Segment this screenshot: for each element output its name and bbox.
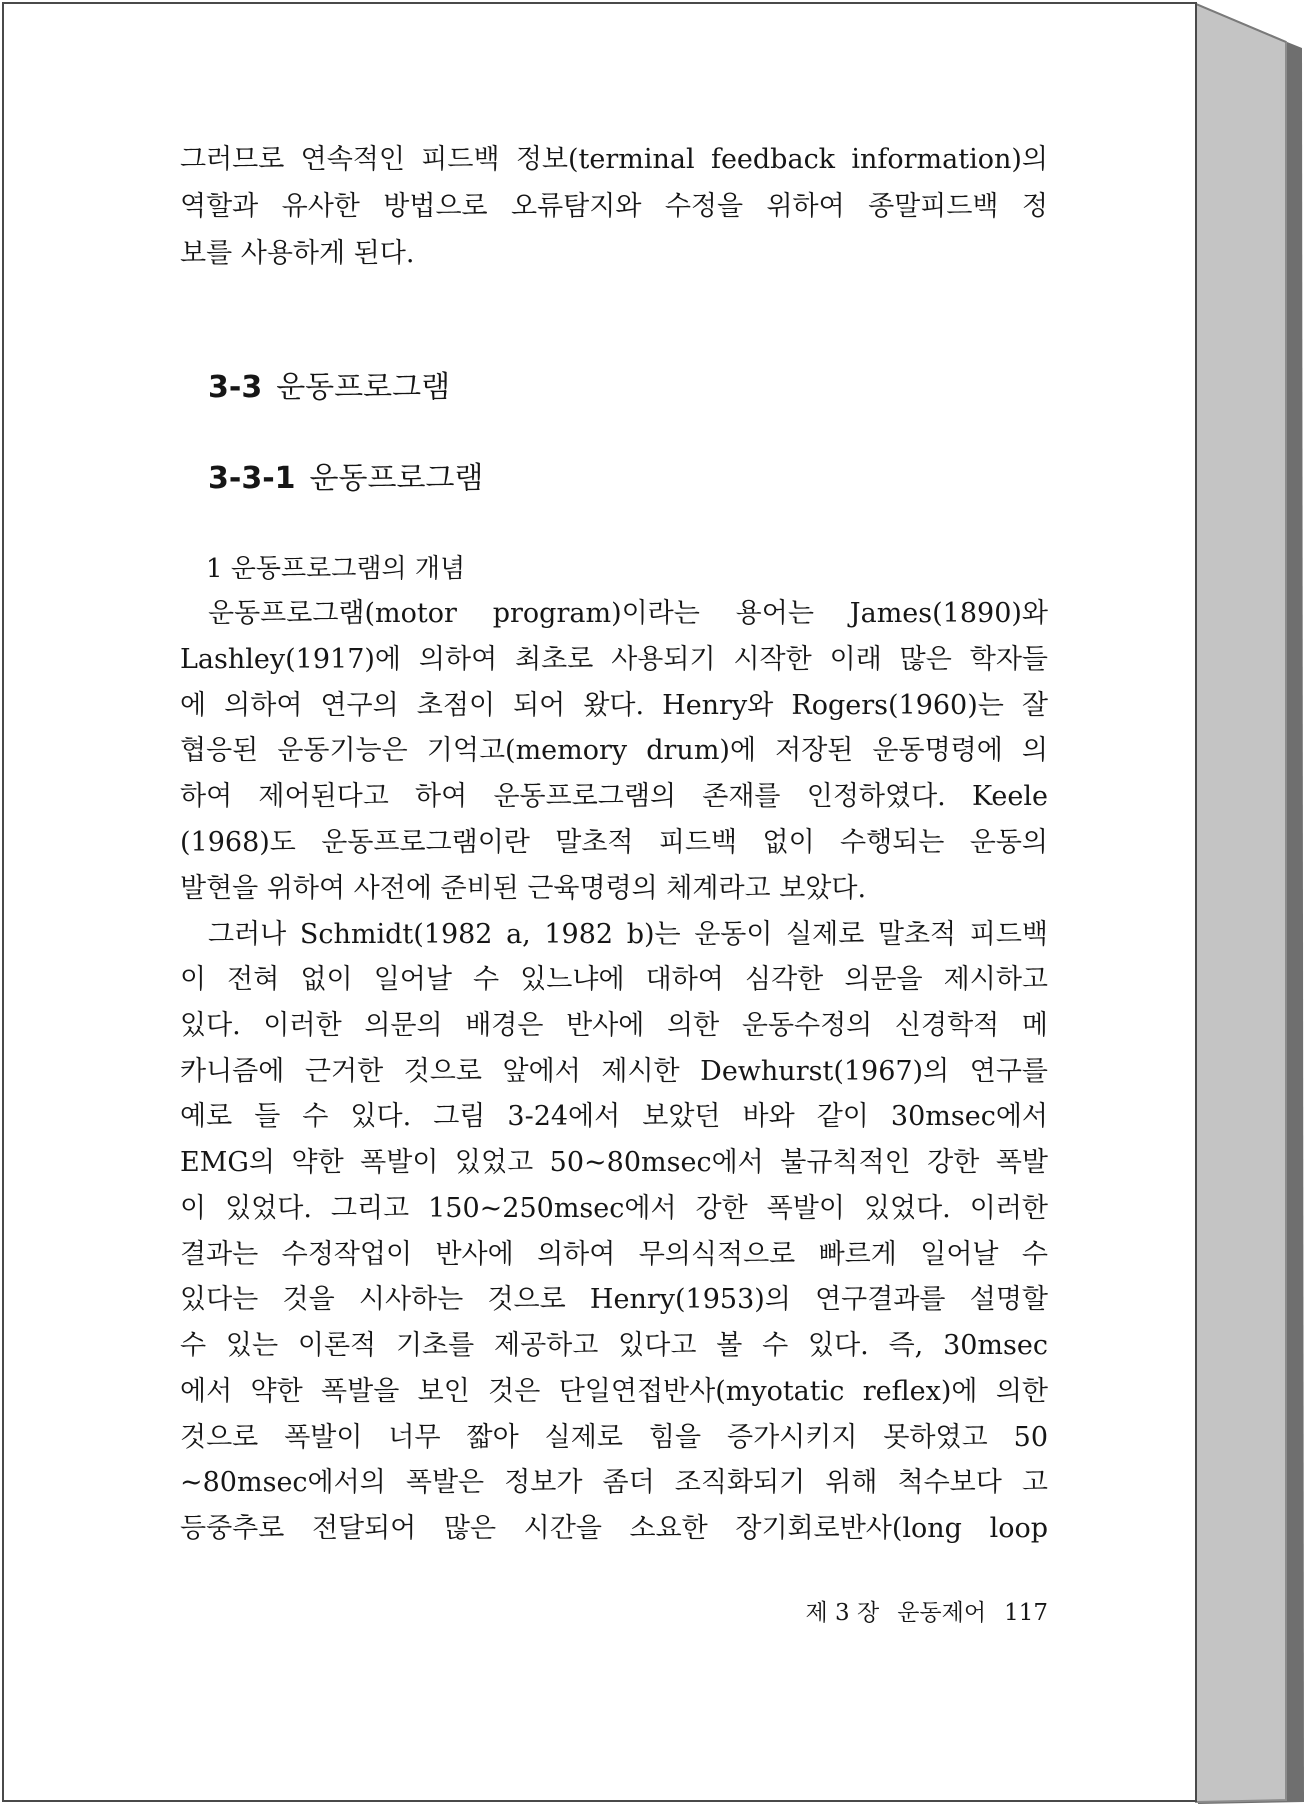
- text-line: 에 의하여 연구의 초점이 되어 왔다. Henry와 Rogers(1960)는 잘: [180, 690, 1048, 721]
- text-line: 있다는 것을 시사하는 것으로 Henry(1953)의 연구결과를 설명할: [180, 1284, 1048, 1315]
- text-line: Lashley(1917)에 의하여 최초로 사용되기 시작한 이래 많은 학자들: [180, 644, 1048, 675]
- text-line: 있다. 이러한 의문의 배경은 반사에 의한 운동수정의 신경학적 메: [180, 1010, 1048, 1041]
- text-line: 결과는 수정작업이 반사에 의하여 무의식적으로 빠르게 일어날 수: [180, 1239, 1048, 1270]
- text-line: 수 있는 이론적 기초를 제공하고 있다고 볼 수 있다. 즉, 30msec: [180, 1330, 1048, 1361]
- text-line: (1968)도 운동프로그램이란 말초적 피드백 없이 수행되는 운동의: [180, 827, 1048, 858]
- text-line: 운동프로그램(motor program)이라는 용어는 James(1890)와: [208, 598, 1048, 629]
- footer-chapter-title: 운동제어: [897, 1600, 987, 1626]
- text-line: 카니즘에 근거한 것으로 앞에서 제시한 Dewhurst(1967)의 연구를: [180, 1056, 1048, 1087]
- text-line: 예로 들 수 있다. 그림 3-24에서 보았던 바와 같이 30msec에서: [180, 1101, 1048, 1132]
- subsection-number: 3-3-1: [208, 461, 296, 496]
- text-line: 발현을 위하여 사전에 준비된 근육명령의 체계라고 보았다.: [180, 873, 867, 904]
- text-line: 이 있었다. 그리고 150~250msec에서 강한 폭발이 있었다. 이러한: [180, 1193, 1048, 1224]
- text-line: 하여 제어된다고 하여 운동프로그램의 존재를 인정하였다. Keele: [180, 781, 1048, 812]
- footer-chapter: 제 3 장: [805, 1600, 880, 1626]
- text-line: 협응된 운동기능은 기억고(memory drum)에 저장된 운동명령에 의: [180, 735, 1048, 766]
- section-number: 3-3: [208, 370, 263, 405]
- text-line: 이 전혀 없이 일어날 수 있느냐에 대하여 심각한 의문을 제시하고: [180, 964, 1048, 995]
- text-line: 보를 사용하게 된다.: [180, 238, 415, 269]
- section-title: 운동프로그램: [276, 370, 451, 405]
- page-number: 117: [1004, 1600, 1048, 1626]
- page-footer: [788, 1598, 1048, 1628]
- text-line: 그러나 Schmidt(1982 a, 1982 b)는 운동이 실제로 말초적 피드백: [208, 919, 1048, 950]
- text-line: 역할과 유사한 방법으로 오류탐지와 수정을 위하여 종말피드백 정: [180, 191, 1048, 222]
- subsection-title: 운동프로그램: [309, 461, 484, 496]
- subsection-heading: [208, 460, 483, 498]
- text-line: 그러므로 연속적인 피드백 정보(terminal feedback information)의: [180, 144, 1048, 175]
- text-line: ~80msec에서의 폭발은 정보가 좀더 조직화되기 위해 척수보다 고: [180, 1467, 1048, 1498]
- book-side: [1196, 4, 1286, 1802]
- text-line: EMG의 약한 폭발이 있었고 50~80msec에서 불규칙적인 강한 폭발: [180, 1147, 1048, 1178]
- text-line: 에서 약한 폭발을 보인 것은 단일연접반사(myotatic reflex)에 의한: [180, 1376, 1048, 1407]
- text-line: 등중추로 전달되어 많은 시간을 소요한 장기회로반사(long loop: [180, 1513, 1048, 1544]
- section-heading: [208, 369, 450, 407]
- text-line: 것으로 폭발이 너무 짧아 실제로 힘을 증가시키지 못하였고 50: [180, 1422, 1048, 1453]
- topic-heading: 1 운동프로그램의 개념: [206, 554, 466, 584]
